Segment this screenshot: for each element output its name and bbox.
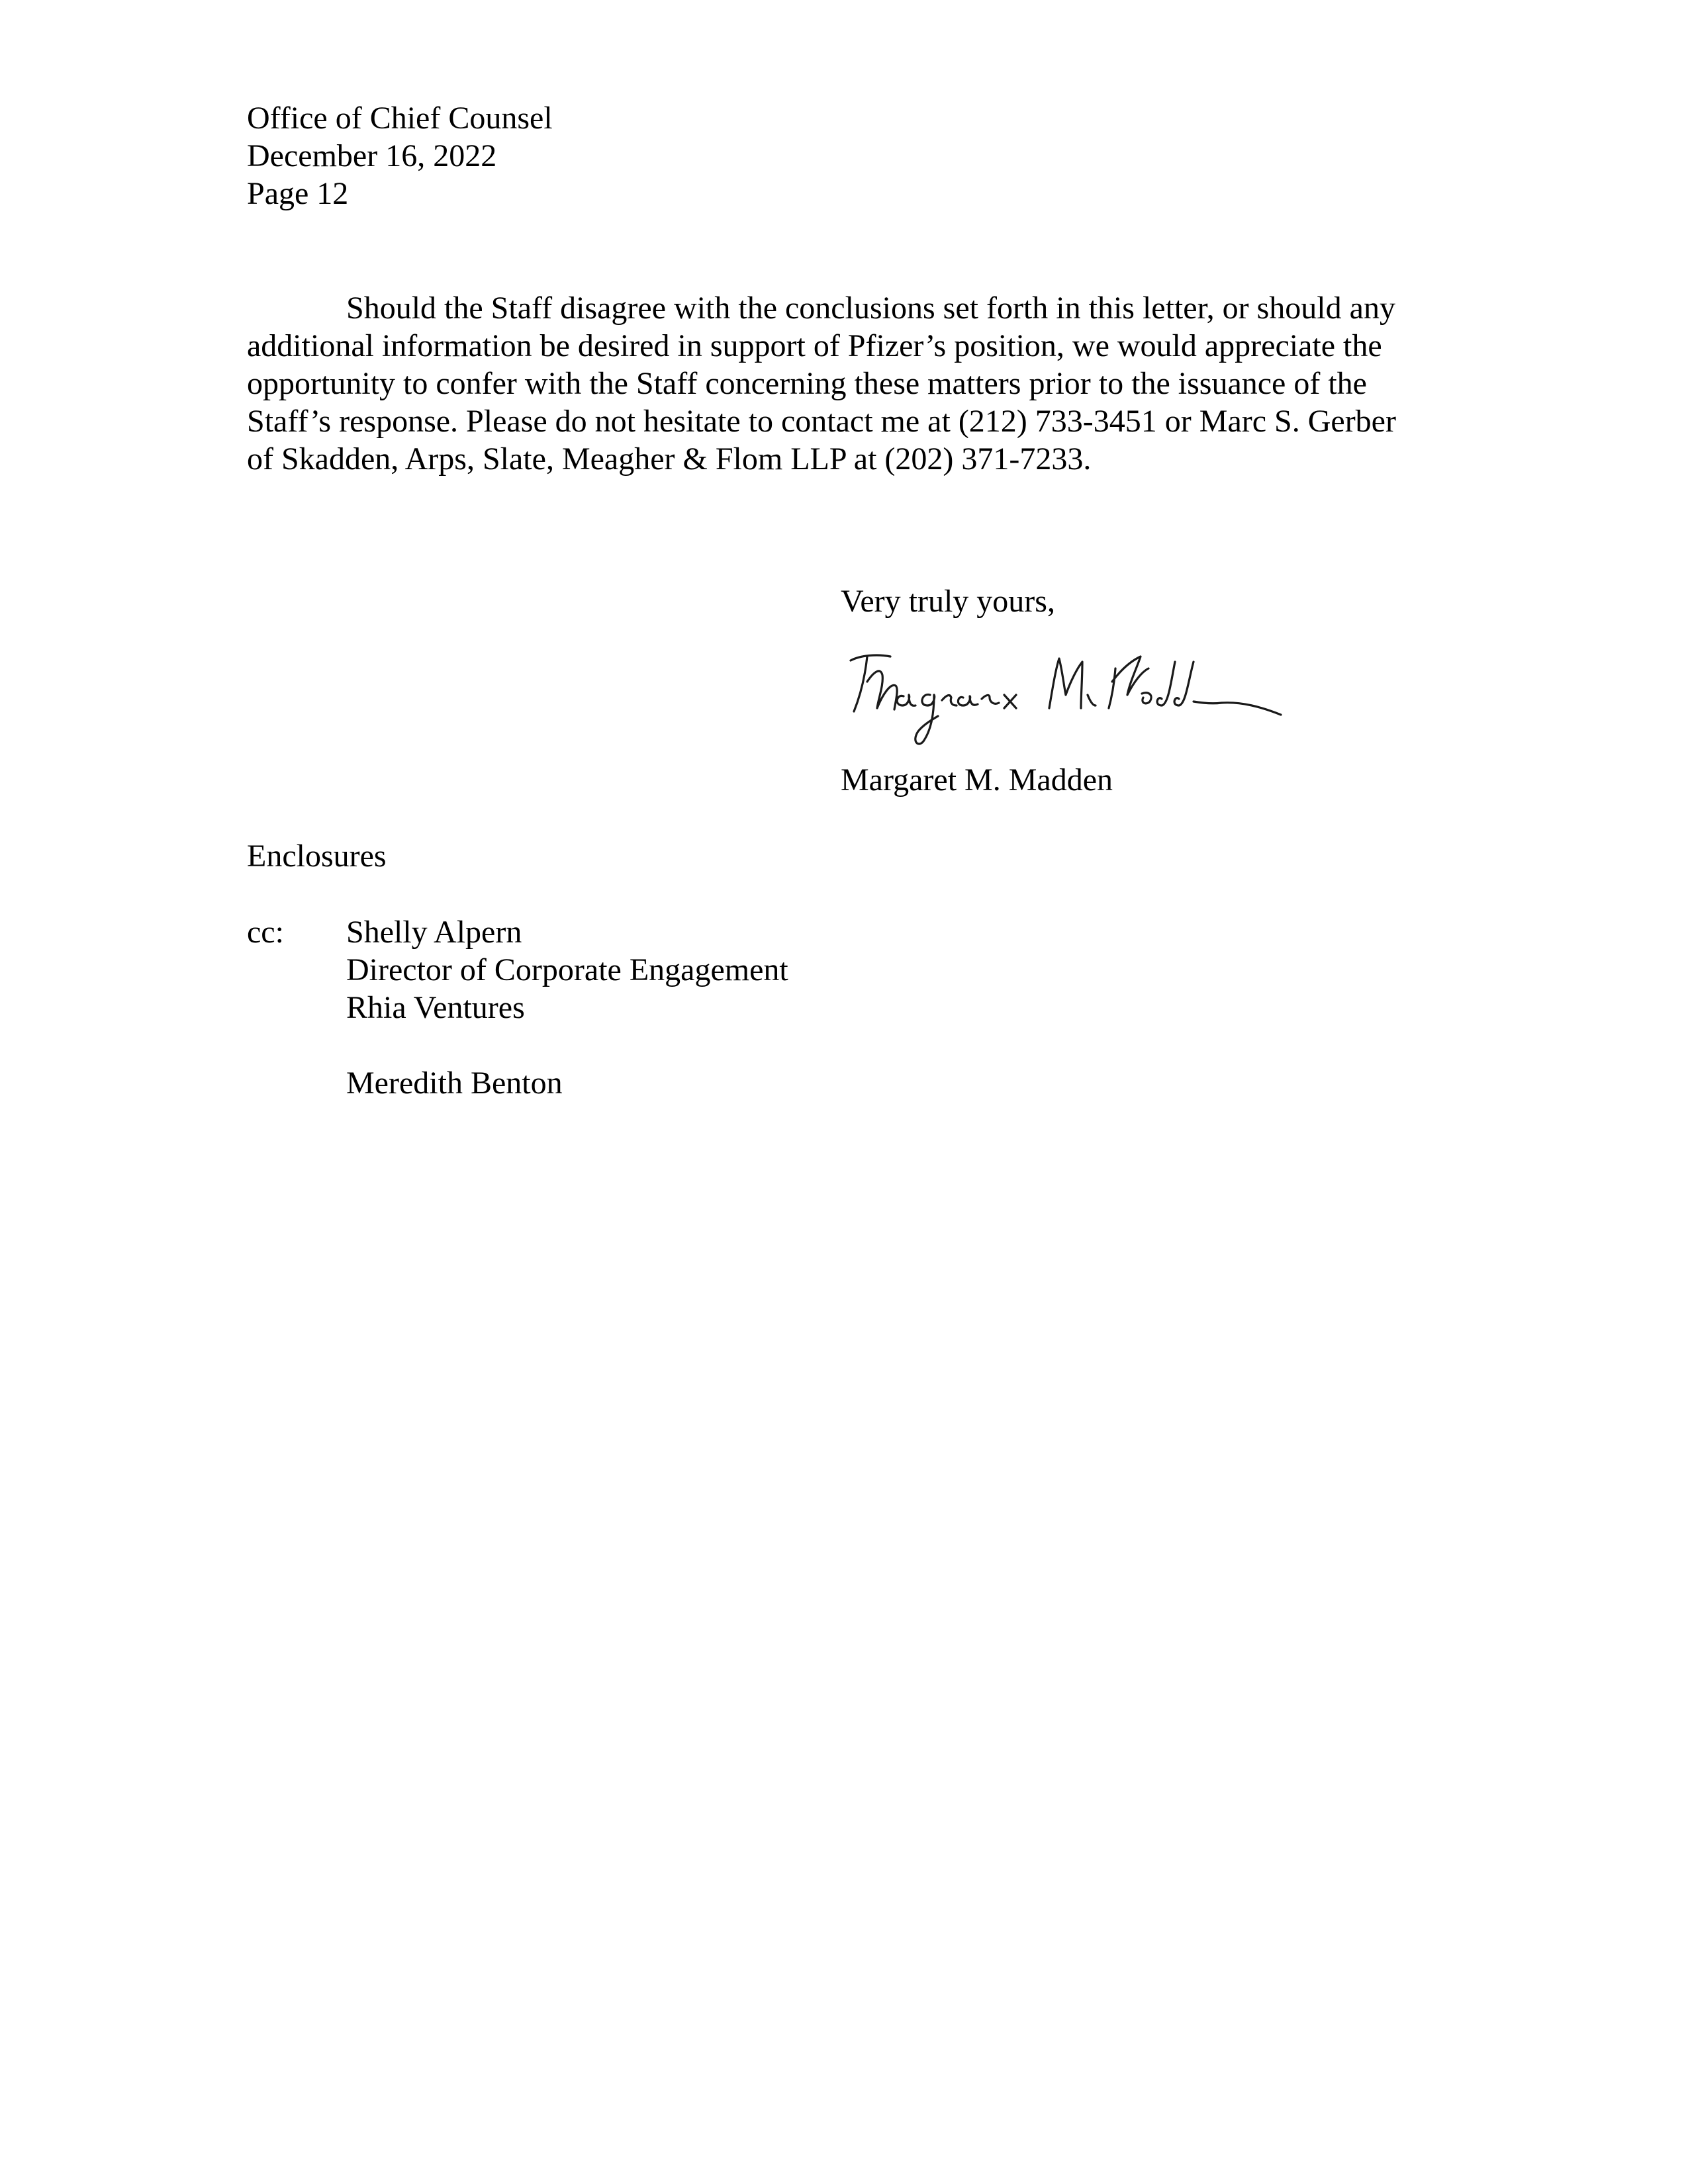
body-line: Staff’s response. Please do not hesitate to contact me at (212) 733-3451 or Marc S. Gerber bbox=[247, 404, 1396, 439]
page-number: Page 12 bbox=[247, 176, 349, 211]
body-line: Should the Staff disagree with the conclusions set forth in this letter, or should any bbox=[346, 291, 1395, 326]
handwritten-signature bbox=[831, 642, 1294, 758]
enclosures-label: Enclosures bbox=[247, 839, 387, 874]
signer-name: Margaret M. Madden bbox=[841, 762, 1113, 797]
cc-spacer bbox=[346, 1026, 788, 1064]
body-line: of Skadden, Arps, Slate, Meagher & Flom LLP at (202) 371-7233. bbox=[247, 441, 1092, 477]
date-line: December 16, 2022 bbox=[247, 138, 497, 173]
cc-recipient-name: Shelly Alpern bbox=[346, 915, 522, 950]
body-line: opportunity to confer with the Staff concerning these matters prior to the issuance of the bbox=[247, 366, 1367, 401]
body-paragraph bbox=[247, 289, 1465, 478]
cc-recipient-title: Director of Corporate Engagement bbox=[346, 952, 788, 987]
cc-recipient-organization: Rhia Ventures bbox=[346, 990, 525, 1025]
letter-header bbox=[247, 99, 553, 212]
cc-recipients bbox=[346, 913, 788, 1102]
cc-label: cc: bbox=[247, 915, 284, 950]
cc-recipient-name: Meredith Benton bbox=[346, 1066, 563, 1101]
addressee-line: Office of Chief Counsel bbox=[247, 101, 553, 136]
body-line: additional information be desired in support of Pfizer’s position, we would appreciate the bbox=[247, 328, 1382, 363]
closing-salutation: Very truly yours, bbox=[841, 584, 1055, 619]
